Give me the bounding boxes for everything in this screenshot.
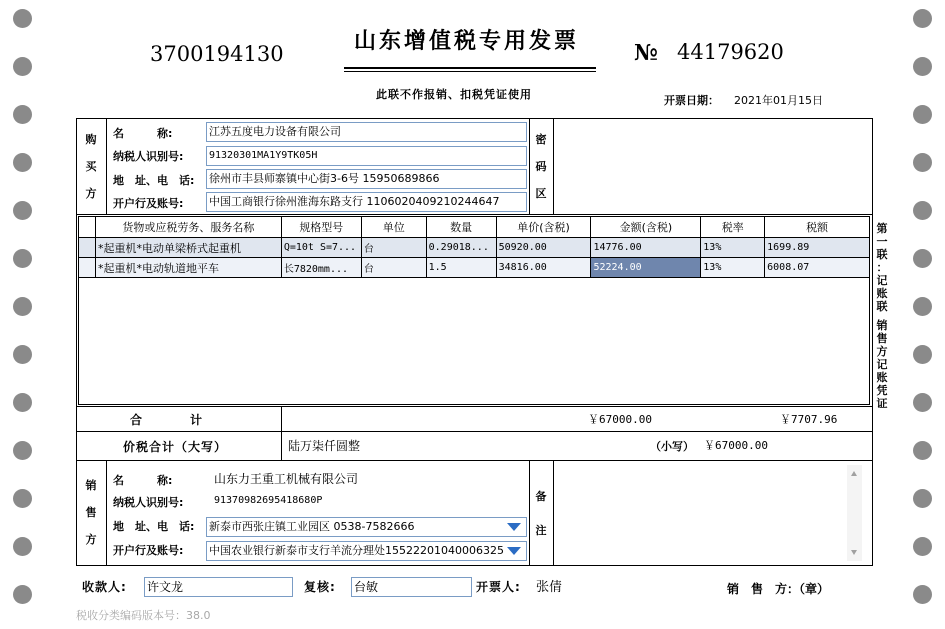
scroll-up-icon[interactable] <box>851 471 857 476</box>
buyer-address-label: 地 址、电 话: <box>113 174 195 187</box>
cell-spec[interactable]: 长7820mm... <box>281 258 361 278</box>
divider-totals-top <box>76 406 873 407</box>
perforation-hole <box>913 537 932 556</box>
total-amount: ￥67000.00 <box>588 413 652 426</box>
invoice-number: 44179620 <box>677 40 784 64</box>
perforation-hole <box>913 105 932 124</box>
buyer-taxid-field[interactable]: 91320301MA1Y9TK05H <box>206 146 527 166</box>
totals-label: 合 计 <box>130 413 203 427</box>
seller-address-label: 地 址、电 话: <box>113 520 195 533</box>
row-selector[interactable] <box>79 238 96 258</box>
date-label: 开票日期： <box>664 94 719 107</box>
col-header-price: 单价(含税) <box>496 217 591 238</box>
buyer-taxid-label: 纳税人识别号: <box>113 150 184 163</box>
remarks-textarea[interactable] <box>553 463 864 561</box>
grand-total-small: ￥67000.00 <box>704 439 768 452</box>
divider-buyer <box>76 214 873 215</box>
perforation-hole <box>913 201 932 220</box>
seller-address-value: 新泰市西张庄镇工业园区 0538-7582666 <box>209 520 415 533</box>
cipher-label: 密 码 区 <box>535 133 547 200</box>
cell-amount-selected[interactable]: 52224.00 <box>591 258 701 278</box>
perforation-hole <box>913 57 932 76</box>
cell-tax[interactable]: 1699.89 <box>765 238 870 258</box>
perforation-hole <box>13 441 32 460</box>
divider-totals-bottom <box>76 431 873 432</box>
col-header-rate: 税率 <box>701 217 765 238</box>
cell-qty[interactable]: 0.29018... <box>426 238 496 258</box>
right-perforation <box>913 0 933 629</box>
col-header-name: 货物或应税劳务、服务名称 <box>95 217 281 238</box>
invoice-title: 山东增值税专用发票 <box>354 28 580 54</box>
items-header-row <box>79 217 870 238</box>
col-header-tax: 税额 <box>765 217 870 238</box>
perforation-hole <box>913 585 932 604</box>
cipher-label-cell <box>529 118 554 214</box>
col-header-amount: 金额(含税) <box>591 217 701 238</box>
cell-qty[interactable]: 1.5 <box>426 258 496 278</box>
cell-tax[interactable]: 6008.07 <box>765 258 870 278</box>
seller-name-label: 名 称: <box>113 474 173 487</box>
title-underline-2 <box>344 71 596 72</box>
cell-rate[interactable]: 13% <box>701 238 765 258</box>
perforation-hole <box>13 249 32 268</box>
perforation-hole <box>13 393 32 412</box>
perforation-hole <box>913 441 932 460</box>
seller-seal-label: 销 售 方：（章） <box>727 582 830 596</box>
left-perforation <box>13 0 33 629</box>
col-header-spec: 规格型号 <box>281 217 361 238</box>
drawer-label: 开票人: <box>476 580 521 594</box>
cell-name[interactable]: *起重机*电动轨道地平车 <box>95 258 281 278</box>
cell-name[interactable]: *起重机*电动单梁桥式起重机 <box>95 238 281 258</box>
seller-taxid: 91370982695418680P <box>214 495 323 506</box>
perforation-hole <box>13 153 32 172</box>
perforation-hole <box>913 345 932 364</box>
grand-total-label: 价税合计（大写） <box>123 440 228 454</box>
perforation-hole <box>13 585 32 604</box>
cell-unit[interactable]: 台 <box>361 238 426 258</box>
totals-divider <box>281 406 282 431</box>
version-value: 38.0 <box>186 609 211 622</box>
items-table <box>78 216 870 278</box>
col-header-qty: 数量 <box>426 217 496 238</box>
copy-side-label: 第 一 联 ： 记 账 联 销 售 方 记 账 凭 证 <box>876 222 888 410</box>
drawer-name: 张倩 <box>536 580 563 595</box>
row-selector-header <box>79 217 96 238</box>
cipher-area <box>553 119 872 214</box>
perforation-hole <box>13 201 32 220</box>
perforation-hole <box>913 9 932 28</box>
reviewer-field[interactable]: 台敏 <box>351 577 472 597</box>
number-symbol: № <box>634 40 658 66</box>
small-label: （小写） <box>650 440 694 453</box>
perforation-hole <box>13 537 32 556</box>
cell-spec[interactable]: Q=10t S=7... <box>281 238 361 258</box>
cell-unit[interactable]: 台 <box>361 258 426 278</box>
notice-text: 此联不作报销、扣税凭证使用 <box>376 88 532 101</box>
perforation-hole <box>913 489 932 508</box>
perforation-hole <box>13 105 32 124</box>
total-tax: ￥7707.96 <box>780 413 838 426</box>
perforation-hole <box>913 249 932 268</box>
date-value: 2021年01月15日 <box>734 94 823 107</box>
version-label: 税收分类编码版本号：38.0 <box>76 609 211 622</box>
perforation-hole <box>913 393 932 412</box>
seller-name: 山东力王重工机械有限公司 <box>214 472 359 486</box>
payee-field[interactable]: 许文龙 <box>144 577 293 597</box>
buyer-name-label: 名 称: <box>113 127 173 140</box>
buyer-section-label: 购 买 方 <box>85 133 97 200</box>
cell-price[interactable]: 50920.00 <box>496 238 591 258</box>
cell-price[interactable]: 34816.00 <box>496 258 591 278</box>
chevron-down-icon[interactable] <box>507 547 521 555</box>
table-row[interactable] <box>79 238 870 258</box>
cell-amount[interactable]: 14776.00 <box>591 238 701 258</box>
buyer-name-field[interactable]: 江苏五度电力设备有限公司 <box>206 122 527 142</box>
cell-rate[interactable]: 13% <box>701 258 765 278</box>
row-selector[interactable] <box>79 258 96 278</box>
chevron-down-icon[interactable] <box>507 523 521 531</box>
divider-seller <box>76 460 873 461</box>
perforation-hole <box>13 9 32 28</box>
perforation-hole <box>13 297 32 316</box>
grand-total-divider <box>281 431 282 460</box>
perforation-hole <box>913 153 932 172</box>
title-underline <box>344 67 596 69</box>
grand-total-words: 陆万柒仟圆整 <box>288 439 361 453</box>
col-header-unit: 单位 <box>361 217 426 238</box>
seller-side-cell <box>76 460 107 566</box>
seller-taxid-label: 纳税人识别号: <box>113 496 184 509</box>
seller-bank-label: 开户行及账号: <box>113 544 184 557</box>
remarks-scrollbar[interactable] <box>847 465 862 561</box>
seller-bank-select[interactable] <box>206 541 527 561</box>
seller-bank-value: 中国农业银行新泰市支行羊流分理处15522201040006325 <box>209 544 504 557</box>
reviewer-label: 复核: <box>304 580 336 594</box>
seller-address-select[interactable] <box>206 517 527 537</box>
table-row[interactable] <box>79 258 870 278</box>
buyer-address-field[interactable]: 徐州市丰县师寨镇中心街3-6号 15950689866 <box>206 169 527 189</box>
buyer-bank-label: 开户行及账号: <box>113 197 184 210</box>
perforation-hole <box>913 297 932 316</box>
remarks-label: 备 注 <box>535 490 547 537</box>
payee-label: 收款人: <box>82 580 127 594</box>
buyer-bank-field[interactable]: 中国工商银行徐州淮海东路支行 1106020409210244647 <box>206 192 527 212</box>
perforation-hole <box>13 345 32 364</box>
buyer-side-cell <box>76 118 107 214</box>
seller-section-label: 销 售 方 <box>85 479 97 546</box>
invoice-code: 3700194130 <box>150 42 284 66</box>
perforation-hole <box>13 57 32 76</box>
remarks-label-cell <box>529 460 554 566</box>
perforation-hole <box>13 489 32 508</box>
scroll-down-icon[interactable] <box>851 550 857 555</box>
